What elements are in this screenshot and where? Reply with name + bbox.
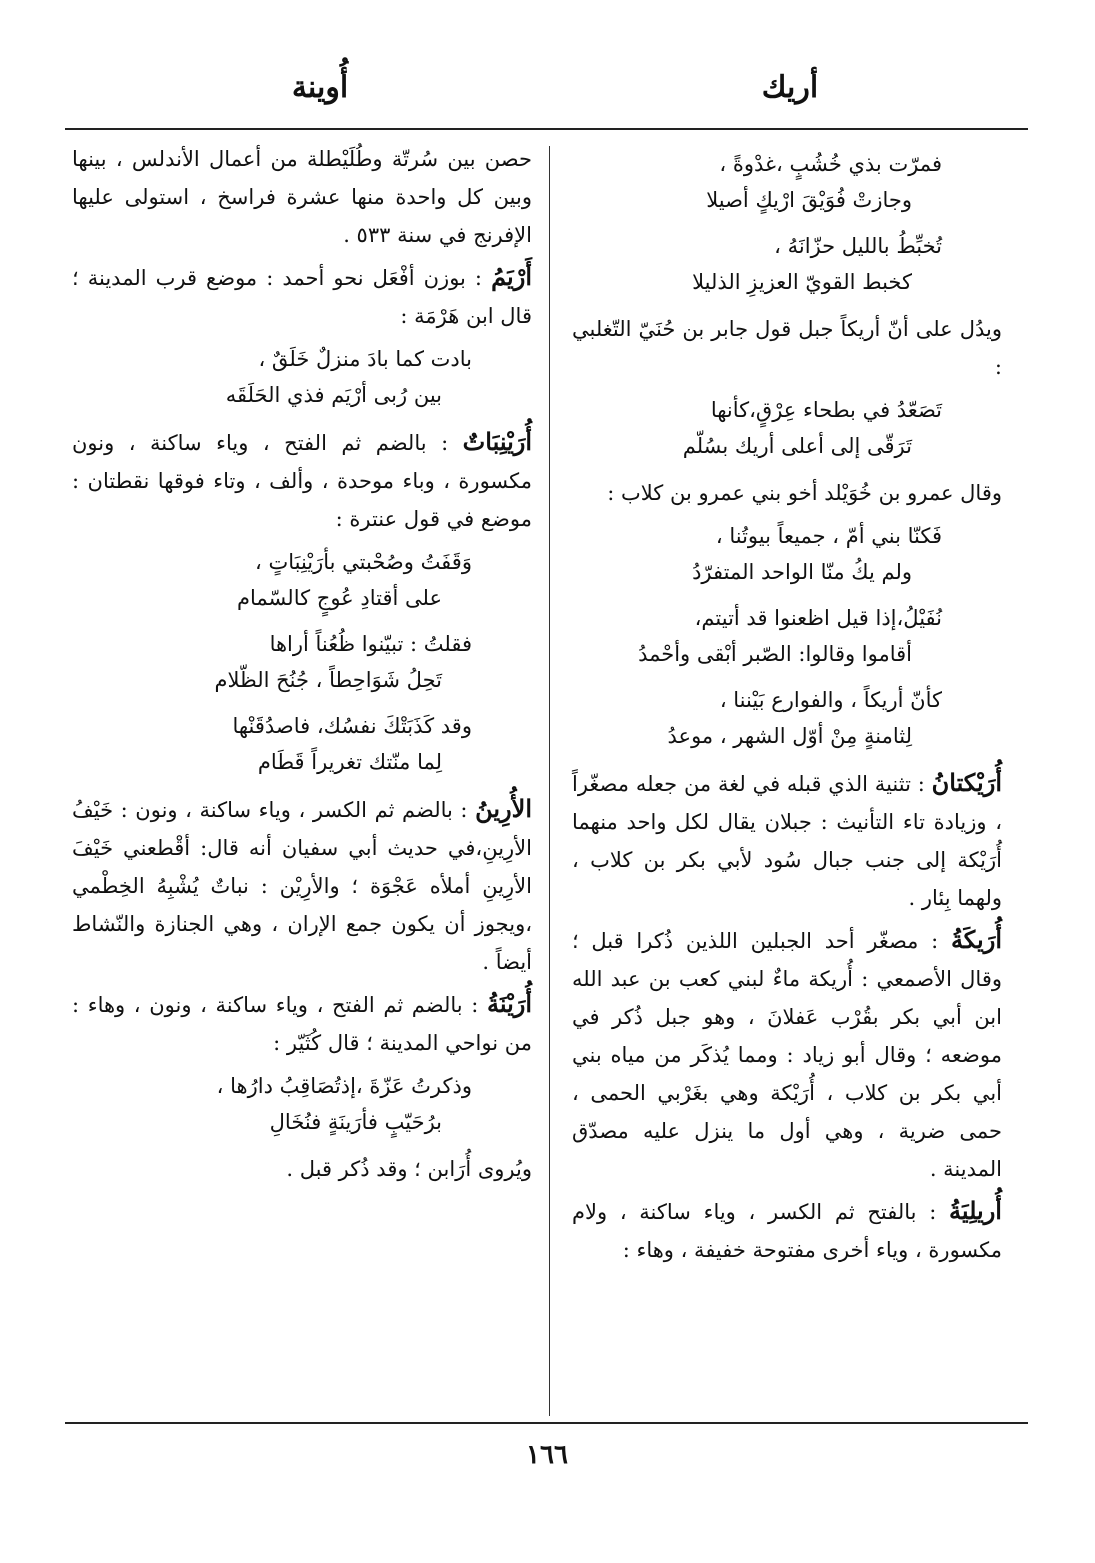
verse	[72, 708, 532, 780]
paragraph: ويدُل على أنّ أريكاً جبل قول جابر بن حُنَيّ التّغلبي :	[572, 317, 1002, 379]
verse-line: فمرّت بذي خُشُبٍ ،غدْوةً ،	[719, 152, 942, 176]
paragraph: حصن بين سُرتّة وطُلَيْطلة من أعمال الأندلس ، بينها وبين كل واحدة منها عشرة فراسخ ، استولى عليها الإفرنج في سنة ٥٣٣ .	[72, 147, 532, 247]
entry-headword: أُريلِيَةُ	[948, 1196, 1002, 1225]
verse	[72, 1068, 532, 1140]
entry-text: : بالفتح ثم الكسر ، وياء ساكنة ، ولام مكسورة ، وياء أخرى مفتوحة خفيفة ، وهاء :	[572, 1200, 1002, 1262]
paragraph: وقال عمرو بن خُوَيْلد أخو بني عمرو بن كلاب :	[607, 481, 1002, 505]
verse-line: أقاموا وقالوا: الصّبر أبْقى وأحْمدُ	[638, 642, 912, 666]
verse	[72, 341, 532, 413]
verse	[572, 146, 1002, 218]
running-header-right: أريك	[761, 70, 819, 105]
verse-line: كخبط القويّ العزيزِ الذليلا	[692, 270, 912, 294]
entry-headword: أُرَيْنِبَاتٌ	[462, 427, 532, 456]
entry-arina	[72, 985, 532, 1062]
entry-text: : بالضم ثم الكسر ، وياء ساكنة ، ونون : خَيْفُ الأرِينِ،في حديث أبي سفيان أنه قال: أقْطعني خَيْفَ الأرِينِ أملأه عَجْوَة ؛ والأرِيْن : نباتٌ يُشْبِهُ الخِطْمي ،ويجوز أن يكون جمع الإران ، وهي الجنازة والنّشاط أيضاً .	[72, 798, 532, 974]
verse	[572, 228, 1002, 300]
verse	[572, 600, 1002, 672]
entry-headword: أُرَيْكتانُ	[931, 768, 1002, 797]
verse-line: كأنّ أريكاً ، والفوارع بَيْننا ،	[719, 688, 942, 712]
verse	[72, 544, 532, 616]
verse-line: بين رُبى أرْيَم فذي الحَلَقَه	[225, 383, 442, 407]
verse-line: تَصَعّدُ في بطحاء عِرْقٍ،كأنها	[710, 398, 942, 422]
verse-line: برُحَيّبٍ فأرَينَةٍ فنُخَالِ	[269, 1110, 442, 1134]
entry-arikatan	[572, 764, 1002, 917]
entry-text: : بالضم ثم الفتح ، وياء ساكنة ، ونون مكسورة ، وباء موحدة ، وألف ، وتاء فوقها نقطتان : موضع في قول عنترة :	[72, 431, 532, 531]
entry-arinibat	[72, 423, 532, 538]
verse-line: لِما منّتك تغريراً قَطَام	[257, 750, 442, 774]
paragraph: ويُروى أُرَابن ؛ وقد ذُكر قبل .	[286, 1157, 532, 1181]
entry-headword: أَرْيَمُ	[491, 262, 532, 291]
entry-text: : مصغّر أحد الجبلين اللذين ذُكرا قبل ؛ وقال الأصمعي : أُريكة ماءٌ لبني كعب بن عبد الله ابن أبي بكر بقُرْب عَفلانَ ، وهو جبل ذُكر في موضعه ؛ وقال أبو زياد : ومما يُذكَر من مياه بني أبي بكر بن كلاب ، أُرَيْكة وهي بغَرْبي الحمى ، حمى ضرية ، وهي أول ما ينزل عليه مصدّق المدينة .	[572, 929, 1002, 1181]
entry-text: : تثنية الذي قبله في لغة من جعله مصغّراً ، وزيادة تاء التأنيث : جبلان يقال لكل واحد منهما أُرَيْكة إلى جنب جبال سُود لأبي بكر بن كلاب ، ولهما بِئار .	[572, 772, 1002, 910]
verse-line: وذكرتُ عَزّةَ ،إذتُصَاقِبُ دارُها ،	[216, 1074, 472, 1098]
verse-line: بادت كما بادَ منزلٌ خَلَقٌ ،	[258, 347, 472, 371]
right-column	[572, 140, 1002, 1273]
verse	[572, 518, 1002, 590]
running-header-left: أُوينة	[291, 70, 349, 105]
page-number: ١٦٦	[526, 1440, 568, 1470]
verse-line: تَحِلُ شَوَاحِطاً ، جُنُحَ الظّلام	[214, 668, 442, 692]
verse	[572, 392, 1002, 464]
entry-arilia	[572, 1192, 1002, 1269]
verse-line: ولم يكُ منّا الواحد المتفرّدُ	[692, 560, 912, 584]
verse	[572, 682, 1002, 754]
entry-text: : بوزن أفْعَل نحو أحمد : موضع قرب المدينة ؛ قال ابن هَرْمَة :	[72, 266, 532, 328]
verse-line: لِثامنةٍ مِنْ أوّل الشهر ، موعدُ	[667, 724, 912, 748]
verse-line: على أقتادِ عُوجٍ كالسّمام	[237, 586, 442, 610]
entry-headword: الأُرِينُ	[475, 794, 532, 823]
column-divider	[549, 146, 550, 1416]
entry-arim	[72, 258, 532, 335]
verse	[72, 626, 532, 698]
verse-line: تَرَقّى إلى أعلى أريك بسُلّم	[682, 434, 912, 458]
verse-line: وَقَفَتُ وصُحْبتي بأرَيْنِبَاتٍ ،	[254, 550, 472, 574]
entry-arika	[572, 921, 1002, 1188]
entry-headword: أُرَيكَةُ	[950, 925, 1002, 954]
entry-headword: أُرَيْنَةُ	[486, 989, 532, 1018]
verse-line: وقد كَذَبَتْكَ نفسُك، فاصدُقَنْها	[232, 714, 472, 738]
bottom-rule	[65, 1422, 1028, 1424]
left-column	[72, 140, 532, 1192]
verse-line: فقلتُ : تبيّنوا ظُعُناً أراها	[269, 632, 472, 656]
verse-line: تُخبِّطُ بالليل حزّانَهُ ،	[774, 234, 942, 258]
verse-line: نُفَيْلُ،إذا قيل اظعنوا قد أتيتم،	[694, 606, 942, 630]
entry-arin	[72, 790, 532, 981]
verse-line: وجازتْ فُوَيْقَ ارْيكٍ أصيلا	[706, 188, 912, 212]
verse-line: فَكنّا بني أمّ ، جميعاً بيوتُنا ،	[715, 524, 942, 548]
entry-text: : بالضم ثم الفتح ، وياء ساكنة ، ونون ، وهاء : من نواحي المدينة ؛ قال كُثَيّر :	[72, 993, 532, 1055]
top-rule	[65, 128, 1028, 130]
